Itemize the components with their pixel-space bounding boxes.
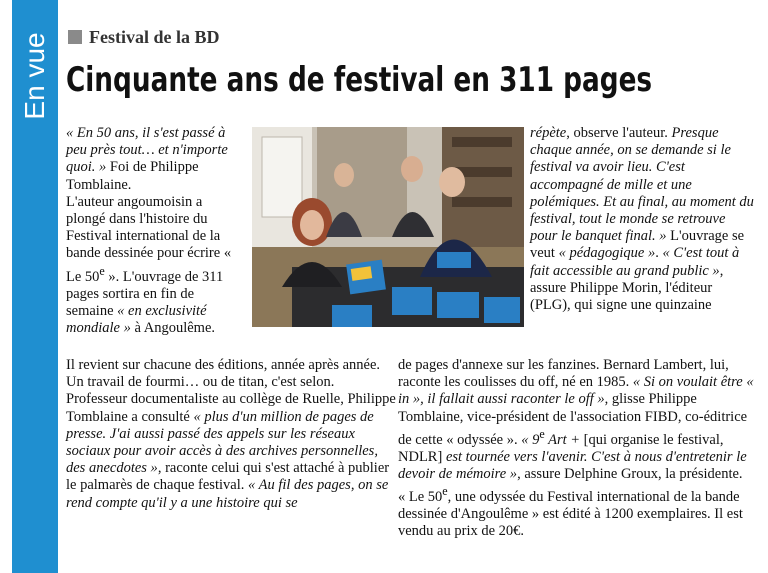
section-tab [12,0,58,573]
paragraph [530,125,756,314]
text: L'ouvrage se veut [530,228,745,262]
superscript: e [99,263,105,278]
text: [qui organise le festival, NDLR] [398,431,724,465]
article-column-bottom-right [398,357,758,541]
text: . [655,245,663,262]
text: à Angoulême. [130,320,216,337]
article-column-right [530,125,756,314]
superscript: e [539,426,545,441]
article-photo [252,127,524,327]
rubric-label: Festival de la BD [89,26,220,47]
text: , assure Philippe Morin, l'éditeur (PLG), qui signe une quinzaine [530,262,724,314]
quote: « plus d'un million de pages de presse. J'ai aussi passé des appels sur les réseaux sociaux pour avoir accès à des archives personnelles, des anecdotes » [66,408,378,477]
text: L'auteur angoumoisin a plongé dans l'histoire du Festival international de la bande dessinée pour écrire « Le 50 [66,193,232,285]
rubric [68,26,220,48]
paragraph [66,194,242,337]
rubric-square-icon [68,30,82,44]
article-column-left [66,125,242,337]
quote: « pédagogique » [558,245,656,262]
text: de pages d'annexe sur les fanzines. Bernard Lambert, lui, raconte les coulisses du off, né en 1985. [398,357,729,391]
quote: « C'est tout à fait accessible au grand public » [530,245,740,279]
paragraph [66,374,396,512]
quote: Presque chaque année, on se demande si le festival va avoir lieu. C'est accompagné de mille et une polémiques. Et au final, au moment du festival, tout le monde se retrouve pour le banquet final. » [530,125,754,245]
quote: « Si on voulait être « in », il fallait aussi raconter le off » [398,374,754,408]
paragraph [66,125,242,194]
quote: « Au fil des pages, on se rend compte qu'il y a une histoire qui se [66,477,389,511]
article-column-bottom-left [66,357,396,512]
quote: Art + [544,431,584,448]
text: ». L'ouvrage de 311 pages sortira en fin de semaine [66,268,224,319]
section-tab-label: En vue [19,32,50,120]
text: , glisse Philippe Tomblaine, vice-président de l'association FIBD, co-éditrice de cette « odyssée ». [398,391,748,448]
quote: est tournée vers l'avenir. C'est à nous d'entretenir le devoir de mémoire » [398,448,747,483]
paragraph: Il revient sur chacune des éditions, année après année. [66,357,381,373]
paragraph [398,483,758,540]
text: Foi de Philippe Tomblaine. [66,159,199,193]
text: « Le 50 [398,489,443,506]
article-headline: Cinquante ans de festival en 311 pages [66,60,653,100]
quote: « en exclusivité mondiale » [66,302,207,337]
quote: répète [530,125,567,141]
photo-illustration [252,127,524,327]
quote: « En 50 ans, il s'est passé à peu près tout… et n'importe quoi. » [66,125,228,176]
text: , assure Delphine Groux, la présidente. [517,466,743,483]
text: Un travail de fourmi… ou de titan, c'est selon. Professeur documentaliste au collège de Ruelle, Philippe Tomblaine a consulté [66,374,396,425]
text: , observe l'auteur. [566,125,672,141]
paragraph [398,357,758,483]
text: , raconte celui qui s'est attaché à publier le palmarès de chaque festival. [66,460,390,494]
quote: « 9 [521,431,540,448]
text: , une odyssée du Festival international de la bande dessinée d'Angoulême » est édité à 1200 exemplaires. Il est vendu au prix de 20€. [398,489,743,540]
superscript: e [442,484,448,499]
